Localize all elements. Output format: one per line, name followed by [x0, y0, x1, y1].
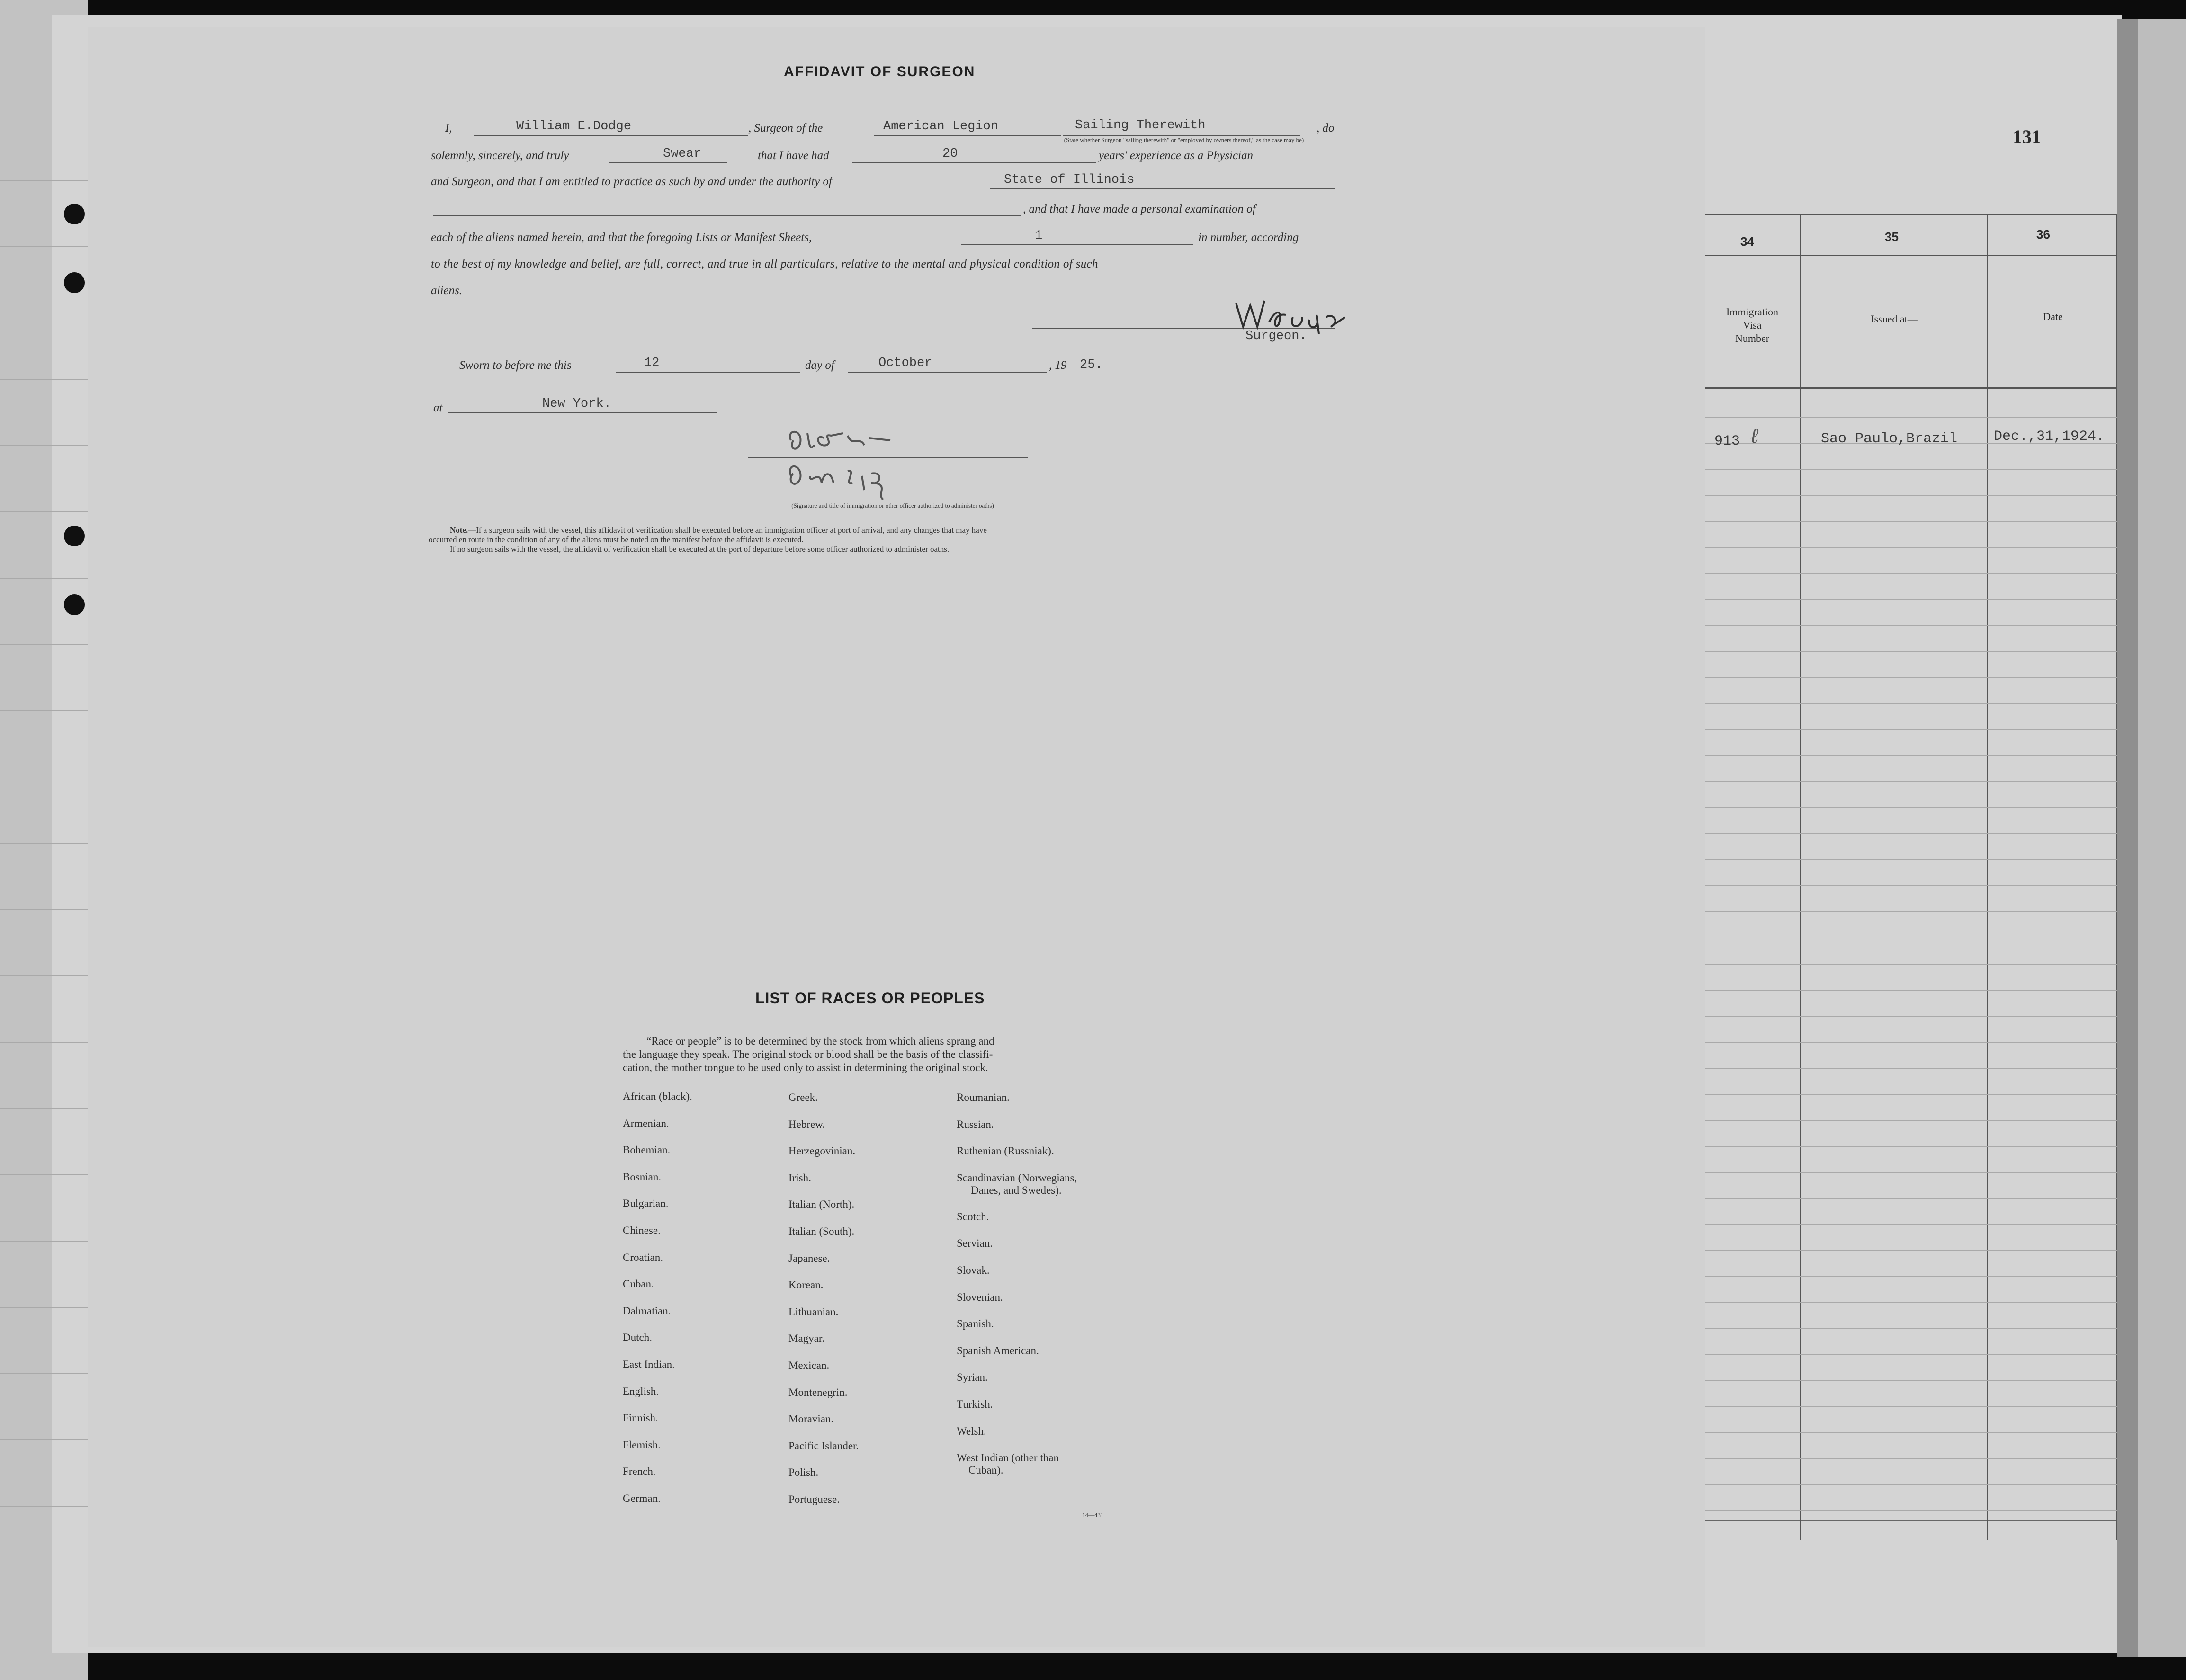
- manifest-columns-table: [1705, 19, 2117, 1657]
- race-item: Russian.: [957, 1118, 994, 1130]
- race-item: Herzegovinian.: [788, 1145, 856, 1157]
- authority-field-line-2: [433, 215, 1021, 216]
- race-item: Finnish.: [623, 1412, 658, 1424]
- note-text-1: —If a surgeon sails with the vessel, this affidavit of verification shall be executed before an immigration officer at port of arrival, and any changes that may have: [468, 526, 987, 535]
- years-value: 20: [942, 147, 958, 161]
- day-of-label: day of: [805, 359, 834, 372]
- sworn-day-line: [616, 372, 800, 373]
- race-item: East Indian.: [623, 1358, 675, 1370]
- race-item: Cuban).: [968, 1464, 1003, 1476]
- sailing-field-line: [1063, 135, 1300, 136]
- visa-header-line-3: Number: [1735, 332, 1770, 344]
- solemnly-label: solemnly, sincerely, and truly: [431, 149, 569, 162]
- officer-signature: [781, 424, 942, 504]
- affidavit-aliens-line: aliens.: [431, 284, 462, 297]
- affidavit-note: [429, 526, 1343, 554]
- sailing-status: Sailing Therewith: [1075, 118, 1206, 133]
- visa-number-value: 913: [1714, 433, 1740, 449]
- race-item: Montenegrin.: [788, 1386, 848, 1398]
- surgeon-of-label: , Surgeon of the: [748, 122, 823, 134]
- race-item: Korean.: [788, 1279, 824, 1291]
- surgeon-name: William E.Dodge: [516, 119, 632, 134]
- races-title: LIST OF RACES OR PEOPLES: [755, 990, 985, 1007]
- sworn-label: Sworn to before me this: [459, 359, 572, 372]
- sworn-day: 12: [644, 356, 660, 370]
- in-number-label: in number, according: [1198, 231, 1299, 244]
- race-item: Moravian.: [788, 1413, 834, 1425]
- name-field-line: [474, 135, 748, 136]
- sworn-place: New York.: [542, 397, 611, 411]
- note-label: Note.: [450, 526, 468, 535]
- visa-header-line-2: Visa: [1743, 319, 1762, 331]
- visa-header-line-1: Immigration: [1726, 306, 1778, 318]
- year-prefix: , 19: [1049, 359, 1067, 372]
- note-line-2: occurred en route in the condition of any of the aliens must be noted on the manifest before the affidavit is executed.: [429, 535, 804, 544]
- manifest-sheets-label: each of the aliens named herein, and that the foregoing Lists or Manifest Sheets,: [431, 231, 812, 244]
- column-35-number: 35: [1885, 230, 1899, 244]
- race-item: Bosnian.: [623, 1171, 662, 1183]
- race-item: German.: [623, 1492, 661, 1504]
- visa-number-header: [1707, 305, 1797, 345]
- race-item: Portuguese.: [788, 1493, 840, 1505]
- authority-label: and Surgeon, and that I am entitled to practice as such by and under the authority of: [431, 175, 832, 188]
- date-header: Date: [2043, 311, 2063, 322]
- races-column-1: [623, 1090, 692, 1519]
- column-34-number: 34: [1740, 234, 1754, 249]
- sworn-year: 25.: [1080, 358, 1103, 372]
- race-item: Chinese.: [623, 1224, 661, 1236]
- page-number-right: 131: [2013, 126, 2041, 147]
- race-item: Slovak.: [957, 1264, 990, 1276]
- sailing-instruction: (State whether Surgeon "sailing therewith" or "employed by owners thereof," as the case may be): [1064, 136, 1304, 143]
- race-item: Ruthenian (Russniak).: [957, 1145, 1054, 1157]
- race-item: Servian.: [957, 1237, 993, 1250]
- affidavit-i: I,: [445, 122, 452, 134]
- issued-at-value: Sao Paulo,Brazil: [1821, 431, 1958, 447]
- race-item: French.: [623, 1466, 656, 1478]
- race-item: Armenian.: [623, 1117, 669, 1129]
- visa-handwritten-mark: ℓ: [1750, 424, 1759, 447]
- intro-line-1: “Race or people” is to be determined by the stock from which aliens sprang and: [646, 1035, 994, 1047]
- race-item: Croatian.: [623, 1251, 663, 1263]
- race-item: Lithuanian.: [788, 1305, 839, 1318]
- issued-at-header: Issued at—: [1871, 313, 1918, 325]
- race-item: Slovenian.: [957, 1291, 1003, 1303]
- examination-label: , and that I have made a personal examination of: [1023, 203, 1256, 215]
- form-number: 14—431: [1082, 1511, 1104, 1519]
- affidavit-title: AFFIDAVIT OF SURGEON: [784, 64, 976, 80]
- surgeon-label: Surgeon.: [1245, 329, 1307, 343]
- column-36-number: 36: [2036, 227, 2050, 241]
- race-item: Polish.: [788, 1466, 819, 1479]
- race-item: Italian (North).: [788, 1198, 855, 1211]
- race-item: Italian (South).: [788, 1225, 855, 1237]
- race-item: West Indian (other than: [957, 1452, 1059, 1464]
- race-item: Scandinavian (Norwegians,: [957, 1171, 1077, 1184]
- race-item: Mexican.: [788, 1359, 830, 1371]
- note-line-1: [429, 526, 1343, 535]
- race-item: Pacific Islander.: [788, 1439, 859, 1452]
- at-label: at: [433, 402, 443, 414]
- race-item: Roumanian.: [957, 1091, 1010, 1103]
- race-item: English.: [623, 1385, 659, 1397]
- race-item: Irish.: [788, 1171, 811, 1184]
- oath-field-line: [609, 162, 727, 163]
- race-item: Dutch.: [623, 1331, 652, 1344]
- race-item: Turkish.: [957, 1398, 993, 1410]
- race-item: Danes, and Swedes).: [971, 1184, 1062, 1196]
- race-item: Japanese.: [788, 1252, 830, 1264]
- races-intro: [623, 1035, 1125, 1074]
- state-field-line: [990, 188, 1335, 189]
- race-item: Bulgarian.: [623, 1197, 669, 1210]
- race-item: Cuban.: [623, 1278, 654, 1290]
- licensing-state: State of Illinois: [1004, 173, 1135, 187]
- oath-type: Swear: [663, 147, 702, 161]
- intro-line-2: the language they speak. The original stock or blood shall be the basis of the classifi-: [623, 1048, 993, 1060]
- vessel-field-line: [874, 135, 1061, 136]
- do-label: , do: [1317, 122, 1335, 134]
- sheets-field-line: [961, 244, 1193, 245]
- intro-line-3: cation, the mother tongue to be used only to assist in determining the original stock.: [623, 1062, 988, 1073]
- have-had-label: that I have had: [758, 149, 829, 162]
- officer-signature-caption: (Signature and title of immigration or other officer authorized to administer oaths): [791, 502, 994, 509]
- race-item: Flemish.: [623, 1439, 661, 1451]
- vessel-name: American Legion: [883, 119, 999, 134]
- race-item: Spanish.: [957, 1318, 994, 1330]
- race-item: Welsh.: [957, 1425, 986, 1437]
- race-item: Greek.: [788, 1091, 818, 1103]
- race-item: Spanish American.: [957, 1344, 1039, 1357]
- years-field-line: [852, 162, 1096, 163]
- races-column-3: [957, 1091, 1077, 1478]
- race-item: Scotch.: [957, 1210, 989, 1223]
- race-item: Hebrew.: [788, 1118, 825, 1130]
- experience-label: years' experience as a Physician: [1099, 149, 1254, 162]
- sheets-count: 1: [1035, 229, 1043, 243]
- date-value: Dec.,31,1924.: [1994, 429, 2105, 445]
- race-item: African (black).: [623, 1090, 692, 1102]
- place-field-line: [448, 412, 717, 413]
- affidavit-body-line: to the best of my knowledge and belief, are full, correct, and true in all particulars, relative to the mental and physical condition of such: [431, 258, 1098, 270]
- sworn-month: October: [878, 356, 932, 370]
- sheet-edge-outer: [2138, 19, 2186, 1657]
- race-item: Magyar.: [788, 1332, 825, 1345]
- sworn-month-line: [848, 372, 1047, 373]
- races-column-2: [788, 1091, 859, 1520]
- note-line-3: If no surgeon sails with the vessel, the affidavit of verification shall be executed at the port of departure before some officer authorized to administer oaths.: [450, 545, 950, 554]
- race-item: Bohemian.: [623, 1144, 671, 1156]
- race-item: Dalmatian.: [623, 1305, 671, 1317]
- race-item: Syrian.: [957, 1371, 988, 1384]
